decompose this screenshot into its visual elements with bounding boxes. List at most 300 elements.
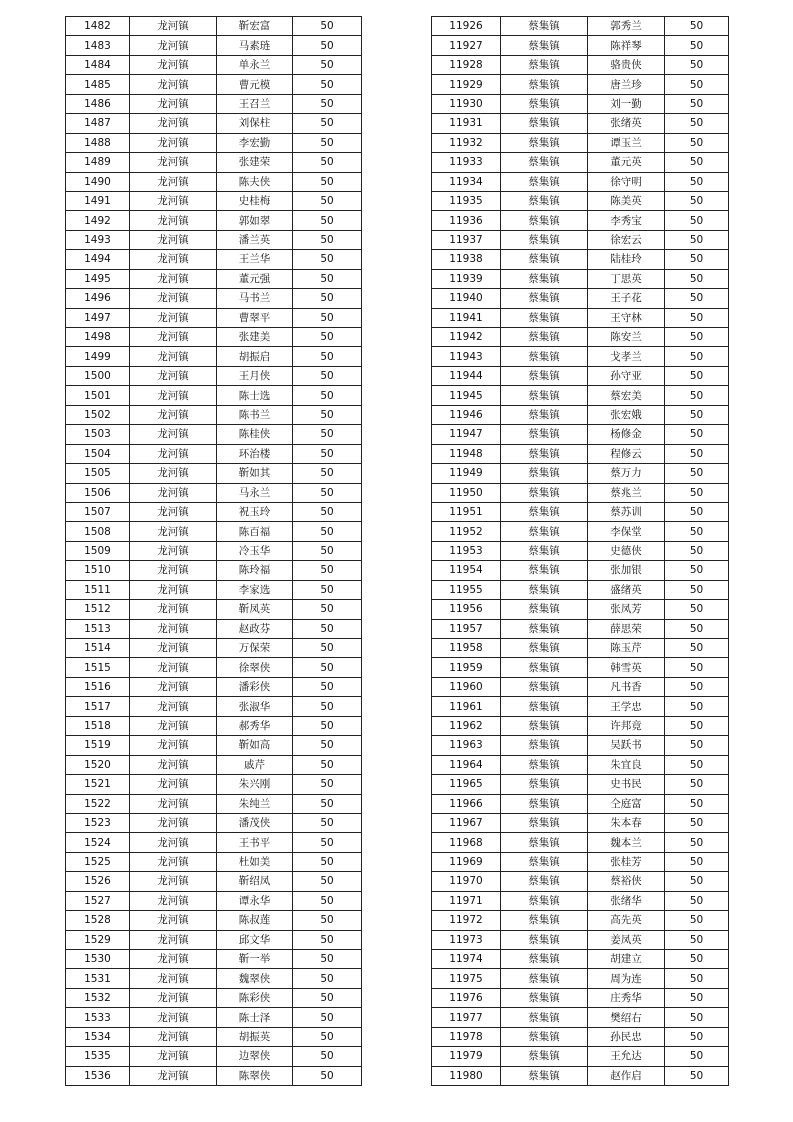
name-cell: 张绪英: [588, 114, 665, 133]
name-cell: 王守林: [588, 308, 665, 327]
table-row: [432, 347, 729, 366]
amount-cell: 50: [293, 405, 362, 424]
table-row: [66, 1047, 362, 1066]
town-cell: 蔡集镇: [501, 541, 588, 560]
row-number-cell: 1507: [66, 502, 130, 521]
amount-cell: 50: [665, 133, 729, 152]
row-number-cell: 1484: [66, 55, 130, 74]
row-number-cell: 1493: [66, 230, 130, 249]
name-cell: 邱文华: [217, 930, 293, 949]
amount-cell: 50: [665, 444, 729, 463]
name-cell: 靳绍凤: [217, 872, 293, 891]
amount-cell: 50: [665, 697, 729, 716]
town-cell: 蔡集镇: [501, 930, 588, 949]
amount-cell: 50: [665, 191, 729, 210]
amount-cell: 50: [293, 55, 362, 74]
name-cell: 蔡万力: [588, 464, 665, 483]
row-number-cell: 1508: [66, 522, 130, 541]
amount-cell: 50: [665, 852, 729, 871]
row-number-cell: 11936: [432, 211, 501, 230]
table-row: [432, 872, 729, 891]
amount-cell: 50: [293, 250, 362, 269]
table-row: [432, 250, 729, 269]
town-cell: 蔡集镇: [501, 444, 588, 463]
name-cell: 张绪华: [588, 891, 665, 910]
name-cell: 戈孝兰: [588, 347, 665, 366]
town-cell: 龙河镇: [130, 522, 217, 541]
row-number-cell: 1515: [66, 658, 130, 677]
town-cell: 蔡集镇: [501, 716, 588, 735]
row-number-cell: 11932: [432, 133, 501, 152]
row-number-cell: 1497: [66, 308, 130, 327]
row-number-cell: 11976: [432, 988, 501, 1007]
row-number-cell: 1527: [66, 891, 130, 910]
table-row: [66, 17, 362, 36]
town-cell: 龙河镇: [130, 619, 217, 638]
row-number-cell: 11938: [432, 250, 501, 269]
row-number-cell: 11943: [432, 347, 501, 366]
name-cell: 朱纯兰: [217, 794, 293, 813]
name-cell: 胡振英: [217, 1027, 293, 1046]
name-cell: 李家选: [217, 580, 293, 599]
town-cell: 龙河镇: [130, 658, 217, 677]
table-row: [432, 1027, 729, 1046]
amount-cell: 50: [293, 658, 362, 677]
name-cell: 郝秀华: [217, 716, 293, 735]
name-cell: 靳如其: [217, 464, 293, 483]
table-row: [432, 1008, 729, 1027]
amount-cell: 50: [665, 930, 729, 949]
name-cell: 单永兰: [217, 55, 293, 74]
amount-cell: 50: [665, 813, 729, 832]
town-cell: 龙河镇: [130, 852, 217, 871]
amount-cell: 50: [665, 250, 729, 269]
town-cell: 蔡集镇: [501, 697, 588, 716]
row-number-cell: 1490: [66, 172, 130, 191]
amount-cell: 50: [665, 114, 729, 133]
name-cell: 王召兰: [217, 94, 293, 113]
row-number-cell: 11945: [432, 386, 501, 405]
town-cell: 龙河镇: [130, 755, 217, 774]
row-number-cell: 1531: [66, 969, 130, 988]
name-cell: 蔡苏训: [588, 502, 665, 521]
row-number-cell: 1494: [66, 250, 130, 269]
row-number-cell: 1517: [66, 697, 130, 716]
town-cell: 蔡集镇: [501, 677, 588, 696]
row-number-cell: 1485: [66, 75, 130, 94]
name-cell: 陈书兰: [217, 405, 293, 424]
town-cell: 蔡集镇: [501, 464, 588, 483]
town-cell: 蔡集镇: [501, 755, 588, 774]
name-cell: 董元英: [588, 153, 665, 172]
name-cell: 陈祥琴: [588, 36, 665, 55]
table-row: [66, 1066, 362, 1085]
row-number-cell: 11946: [432, 405, 501, 424]
row-number-cell: 11978: [432, 1027, 501, 1046]
table-row: [66, 522, 362, 541]
table-row: [432, 75, 729, 94]
table-row: [66, 561, 362, 580]
row-number-cell: 11931: [432, 114, 501, 133]
name-cell: 丁思英: [588, 269, 665, 288]
amount-cell: 50: [665, 988, 729, 1007]
name-cell: 赵政芬: [217, 619, 293, 638]
amount-cell: 50: [293, 444, 362, 463]
name-cell: 王学忠: [588, 697, 665, 716]
table-row: [432, 94, 729, 113]
name-cell: 张凤芳: [588, 600, 665, 619]
name-cell: 王书平: [217, 833, 293, 852]
amount-cell: 50: [293, 988, 362, 1007]
row-number-cell: 11979: [432, 1047, 501, 1066]
town-cell: 蔡集镇: [501, 425, 588, 444]
amount-cell: 50: [293, 230, 362, 249]
amount-cell: 50: [293, 1027, 362, 1046]
name-cell: 魏翠侠: [217, 969, 293, 988]
row-number-cell: 1532: [66, 988, 130, 1007]
table-row: [66, 794, 362, 813]
name-cell: 徐宏云: [588, 230, 665, 249]
name-cell: 张桂芳: [588, 852, 665, 871]
table-row: [432, 386, 729, 405]
town-cell: 龙河镇: [130, 366, 217, 385]
table-row: [66, 172, 362, 191]
town-cell: 龙河镇: [130, 911, 217, 930]
table-row: [66, 891, 362, 910]
row-number-cell: 1516: [66, 677, 130, 696]
town-cell: 蔡集镇: [501, 1066, 588, 1085]
row-number-cell: 1520: [66, 755, 130, 774]
name-cell: 骆贵侠: [588, 55, 665, 74]
amount-cell: 50: [665, 230, 729, 249]
row-number-cell: 11969: [432, 852, 501, 871]
amount-cell: 50: [293, 289, 362, 308]
amount-cell: 50: [665, 969, 729, 988]
town-cell: 蔡集镇: [501, 211, 588, 230]
town-cell: 蔡集镇: [501, 852, 588, 871]
amount-cell: 50: [665, 75, 729, 94]
amount-cell: 50: [665, 736, 729, 755]
row-number-cell: 11958: [432, 639, 501, 658]
town-cell: 龙河镇: [130, 230, 217, 249]
row-number-cell: 11957: [432, 619, 501, 638]
town-cell: 龙河镇: [130, 386, 217, 405]
name-cell: 潘兰英: [217, 230, 293, 249]
row-number-cell: 1506: [66, 483, 130, 502]
town-cell: 龙河镇: [130, 677, 217, 696]
table-row: [432, 211, 729, 230]
amount-cell: 50: [665, 1008, 729, 1027]
table-row: [432, 269, 729, 288]
amount-cell: 50: [293, 911, 362, 930]
row-number-cell: 1487: [66, 114, 130, 133]
town-cell: 蔡集镇: [501, 969, 588, 988]
table-row: [432, 852, 729, 871]
town-cell: 蔡集镇: [501, 1047, 588, 1066]
amount-cell: 50: [293, 697, 362, 716]
town-cell: 龙河镇: [130, 716, 217, 735]
table-row: [432, 502, 729, 521]
table-row: [432, 891, 729, 910]
table-row: [432, 425, 729, 444]
town-cell: 龙河镇: [130, 269, 217, 288]
table-row: [66, 1008, 362, 1027]
row-number-cell: 1498: [66, 328, 130, 347]
amount-cell: 50: [293, 386, 362, 405]
table-row: [66, 697, 362, 716]
row-number-cell: 11929: [432, 75, 501, 94]
amount-cell: 50: [665, 153, 729, 172]
town-cell: 龙河镇: [130, 930, 217, 949]
row-number-cell: 1536: [66, 1066, 130, 1085]
table-row: [66, 677, 362, 696]
row-number-cell: 11959: [432, 658, 501, 677]
table-row: [66, 36, 362, 55]
name-cell: 万保荣: [217, 639, 293, 658]
name-cell: 潘茂侠: [217, 813, 293, 832]
amount-cell: 50: [665, 464, 729, 483]
table-row: [66, 950, 362, 969]
town-cell: 蔡集镇: [501, 600, 588, 619]
row-number-cell: 1502: [66, 405, 130, 424]
row-number-cell: 1492: [66, 211, 130, 230]
town-cell: 龙河镇: [130, 308, 217, 327]
table-row: [432, 541, 729, 560]
table-row: [66, 988, 362, 1007]
table-row: [66, 347, 362, 366]
table-row: [432, 736, 729, 755]
town-cell: 龙河镇: [130, 250, 217, 269]
town-cell: 龙河镇: [130, 561, 217, 580]
town-cell: 龙河镇: [130, 75, 217, 94]
town-cell: 龙河镇: [130, 697, 217, 716]
row-number-cell: 11972: [432, 911, 501, 930]
table-row: [432, 716, 729, 735]
table-row: [432, 308, 729, 327]
name-cell: 谭永华: [217, 891, 293, 910]
town-cell: 龙河镇: [130, 153, 217, 172]
row-number-cell: 11961: [432, 697, 501, 716]
row-number-cell: 1521: [66, 775, 130, 794]
amount-cell: 50: [293, 813, 362, 832]
row-number-cell: 11927: [432, 36, 501, 55]
name-cell: 王子花: [588, 289, 665, 308]
amount-cell: 50: [293, 639, 362, 658]
town-cell: 龙河镇: [130, 347, 217, 366]
town-cell: 蔡集镇: [501, 153, 588, 172]
town-cell: 蔡集镇: [501, 502, 588, 521]
row-number-cell: 11952: [432, 522, 501, 541]
table-row: [66, 425, 362, 444]
town-cell: 龙河镇: [130, 950, 217, 969]
amount-cell: 50: [293, 172, 362, 191]
row-number-cell: 11960: [432, 677, 501, 696]
roster-table-right: [431, 16, 729, 1086]
row-number-cell: 1535: [66, 1047, 130, 1066]
row-number-cell: 11949: [432, 464, 501, 483]
amount-cell: 50: [293, 600, 362, 619]
town-cell: 蔡集镇: [501, 619, 588, 638]
town-cell: 龙河镇: [130, 1066, 217, 1085]
row-number-cell: 11970: [432, 872, 501, 891]
town-cell: 蔡集镇: [501, 328, 588, 347]
name-cell: 胡振启: [217, 347, 293, 366]
table-row: [432, 522, 729, 541]
amount-cell: 50: [665, 36, 729, 55]
amount-cell: 50: [665, 502, 729, 521]
town-cell: 蔡集镇: [501, 75, 588, 94]
amount-cell: 50: [665, 172, 729, 191]
name-cell: 马书兰: [217, 289, 293, 308]
table-row: [66, 250, 362, 269]
table-row: [432, 366, 729, 385]
row-number-cell: 1482: [66, 17, 130, 36]
row-number-cell: 1529: [66, 930, 130, 949]
name-cell: 唐兰珍: [588, 75, 665, 94]
town-cell: 蔡集镇: [501, 250, 588, 269]
name-cell: 孙守亚: [588, 366, 665, 385]
name-cell: 王兰华: [217, 250, 293, 269]
table-row: [432, 697, 729, 716]
name-cell: 陈美英: [588, 191, 665, 210]
table-row: [432, 658, 729, 677]
name-cell: 靳凤英: [217, 600, 293, 619]
row-number-cell: 11940: [432, 289, 501, 308]
row-number-cell: 11944: [432, 366, 501, 385]
name-cell: 潘彩侠: [217, 677, 293, 696]
row-number-cell: 11939: [432, 269, 501, 288]
name-cell: 姜凤英: [588, 930, 665, 949]
table-row: [432, 114, 729, 133]
table-row: [66, 464, 362, 483]
row-number-cell: 1504: [66, 444, 130, 463]
amount-cell: 50: [293, 775, 362, 794]
town-cell: 蔡集镇: [501, 386, 588, 405]
amount-cell: 50: [293, 347, 362, 366]
table-row: [66, 833, 362, 852]
name-cell: 郭秀兰: [588, 17, 665, 36]
table-row: [66, 405, 362, 424]
name-cell: 吴跃书: [588, 736, 665, 755]
row-number-cell: 1509: [66, 541, 130, 560]
name-cell: 张建荣: [217, 153, 293, 172]
row-number-cell: 1491: [66, 191, 130, 210]
row-number-cell: 1489: [66, 153, 130, 172]
town-cell: 龙河镇: [130, 94, 217, 113]
table-row: [66, 911, 362, 930]
row-number-cell: 1530: [66, 950, 130, 969]
amount-cell: 50: [293, 522, 362, 541]
row-number-cell: 11928: [432, 55, 501, 74]
row-number-cell: 11948: [432, 444, 501, 463]
town-cell: 蔡集镇: [501, 872, 588, 891]
row-number-cell: 11973: [432, 930, 501, 949]
name-cell: 张淑华: [217, 697, 293, 716]
amount-cell: 50: [665, 794, 729, 813]
name-cell: 靳如高: [217, 736, 293, 755]
table-row: [432, 930, 729, 949]
town-cell: 蔡集镇: [501, 794, 588, 813]
row-number-cell: 1483: [66, 36, 130, 55]
name-cell: 陈叔莲: [217, 911, 293, 930]
table-row: [432, 172, 729, 191]
row-number-cell: 1505: [66, 464, 130, 483]
amount-cell: 50: [665, 619, 729, 638]
table-row: [66, 366, 362, 385]
amount-cell: 50: [293, 308, 362, 327]
table-row: [66, 114, 362, 133]
amount-cell: 50: [293, 852, 362, 871]
amount-cell: 50: [293, 833, 362, 852]
town-cell: 蔡集镇: [501, 580, 588, 599]
row-number-cell: 1522: [66, 794, 130, 813]
town-cell: 蔡集镇: [501, 1008, 588, 1027]
town-cell: 蔡集镇: [501, 988, 588, 1007]
name-cell: 陈士选: [217, 386, 293, 405]
name-cell: 朱兴刚: [217, 775, 293, 794]
name-cell: 刘保柱: [217, 114, 293, 133]
amount-cell: 50: [665, 658, 729, 677]
town-cell: 蔡集镇: [501, 133, 588, 152]
table-row: [66, 483, 362, 502]
table-row: [432, 444, 729, 463]
name-cell: 陈百福: [217, 522, 293, 541]
row-number-cell: 1488: [66, 133, 130, 152]
name-cell: 赵作启: [588, 1066, 665, 1085]
row-number-cell: 11975: [432, 969, 501, 988]
town-cell: 龙河镇: [130, 289, 217, 308]
name-cell: 董元强: [217, 269, 293, 288]
name-cell: 李宏勤: [217, 133, 293, 152]
amount-cell: 50: [665, 522, 729, 541]
name-cell: 孙民忠: [588, 1027, 665, 1046]
table-row: [66, 230, 362, 249]
name-cell: 陈士泽: [217, 1008, 293, 1027]
town-cell: 蔡集镇: [501, 950, 588, 969]
amount-cell: 50: [665, 308, 729, 327]
name-cell: 陈翠侠: [217, 1066, 293, 1085]
table-row: [432, 833, 729, 852]
town-cell: 蔡集镇: [501, 483, 588, 502]
name-cell: 蔡裕侠: [588, 872, 665, 891]
amount-cell: 50: [293, 94, 362, 113]
amount-cell: 50: [665, 386, 729, 405]
table-row: [432, 230, 729, 249]
row-number-cell: 11977: [432, 1008, 501, 1027]
row-number-cell: 1495: [66, 269, 130, 288]
name-cell: 陈夫侠: [217, 172, 293, 191]
row-number-cell: 1486: [66, 94, 130, 113]
row-number-cell: 11956: [432, 600, 501, 619]
town-cell: 蔡集镇: [501, 891, 588, 910]
name-cell: 高先英: [588, 911, 665, 930]
town-cell: 龙河镇: [130, 872, 217, 891]
town-cell: 蔡集镇: [501, 172, 588, 191]
amount-cell: 50: [665, 950, 729, 969]
table-row: [66, 969, 362, 988]
name-cell: 朱本春: [588, 813, 665, 832]
name-cell: 张加银: [588, 561, 665, 580]
town-cell: 龙河镇: [130, 988, 217, 1007]
table-row: [432, 619, 729, 638]
amount-cell: 50: [665, 425, 729, 444]
row-number-cell: 1534: [66, 1027, 130, 1046]
table-row: [66, 775, 362, 794]
table-row: [66, 386, 362, 405]
town-cell: 蔡集镇: [501, 833, 588, 852]
name-cell: 韩雪英: [588, 658, 665, 677]
table-row: [432, 600, 729, 619]
